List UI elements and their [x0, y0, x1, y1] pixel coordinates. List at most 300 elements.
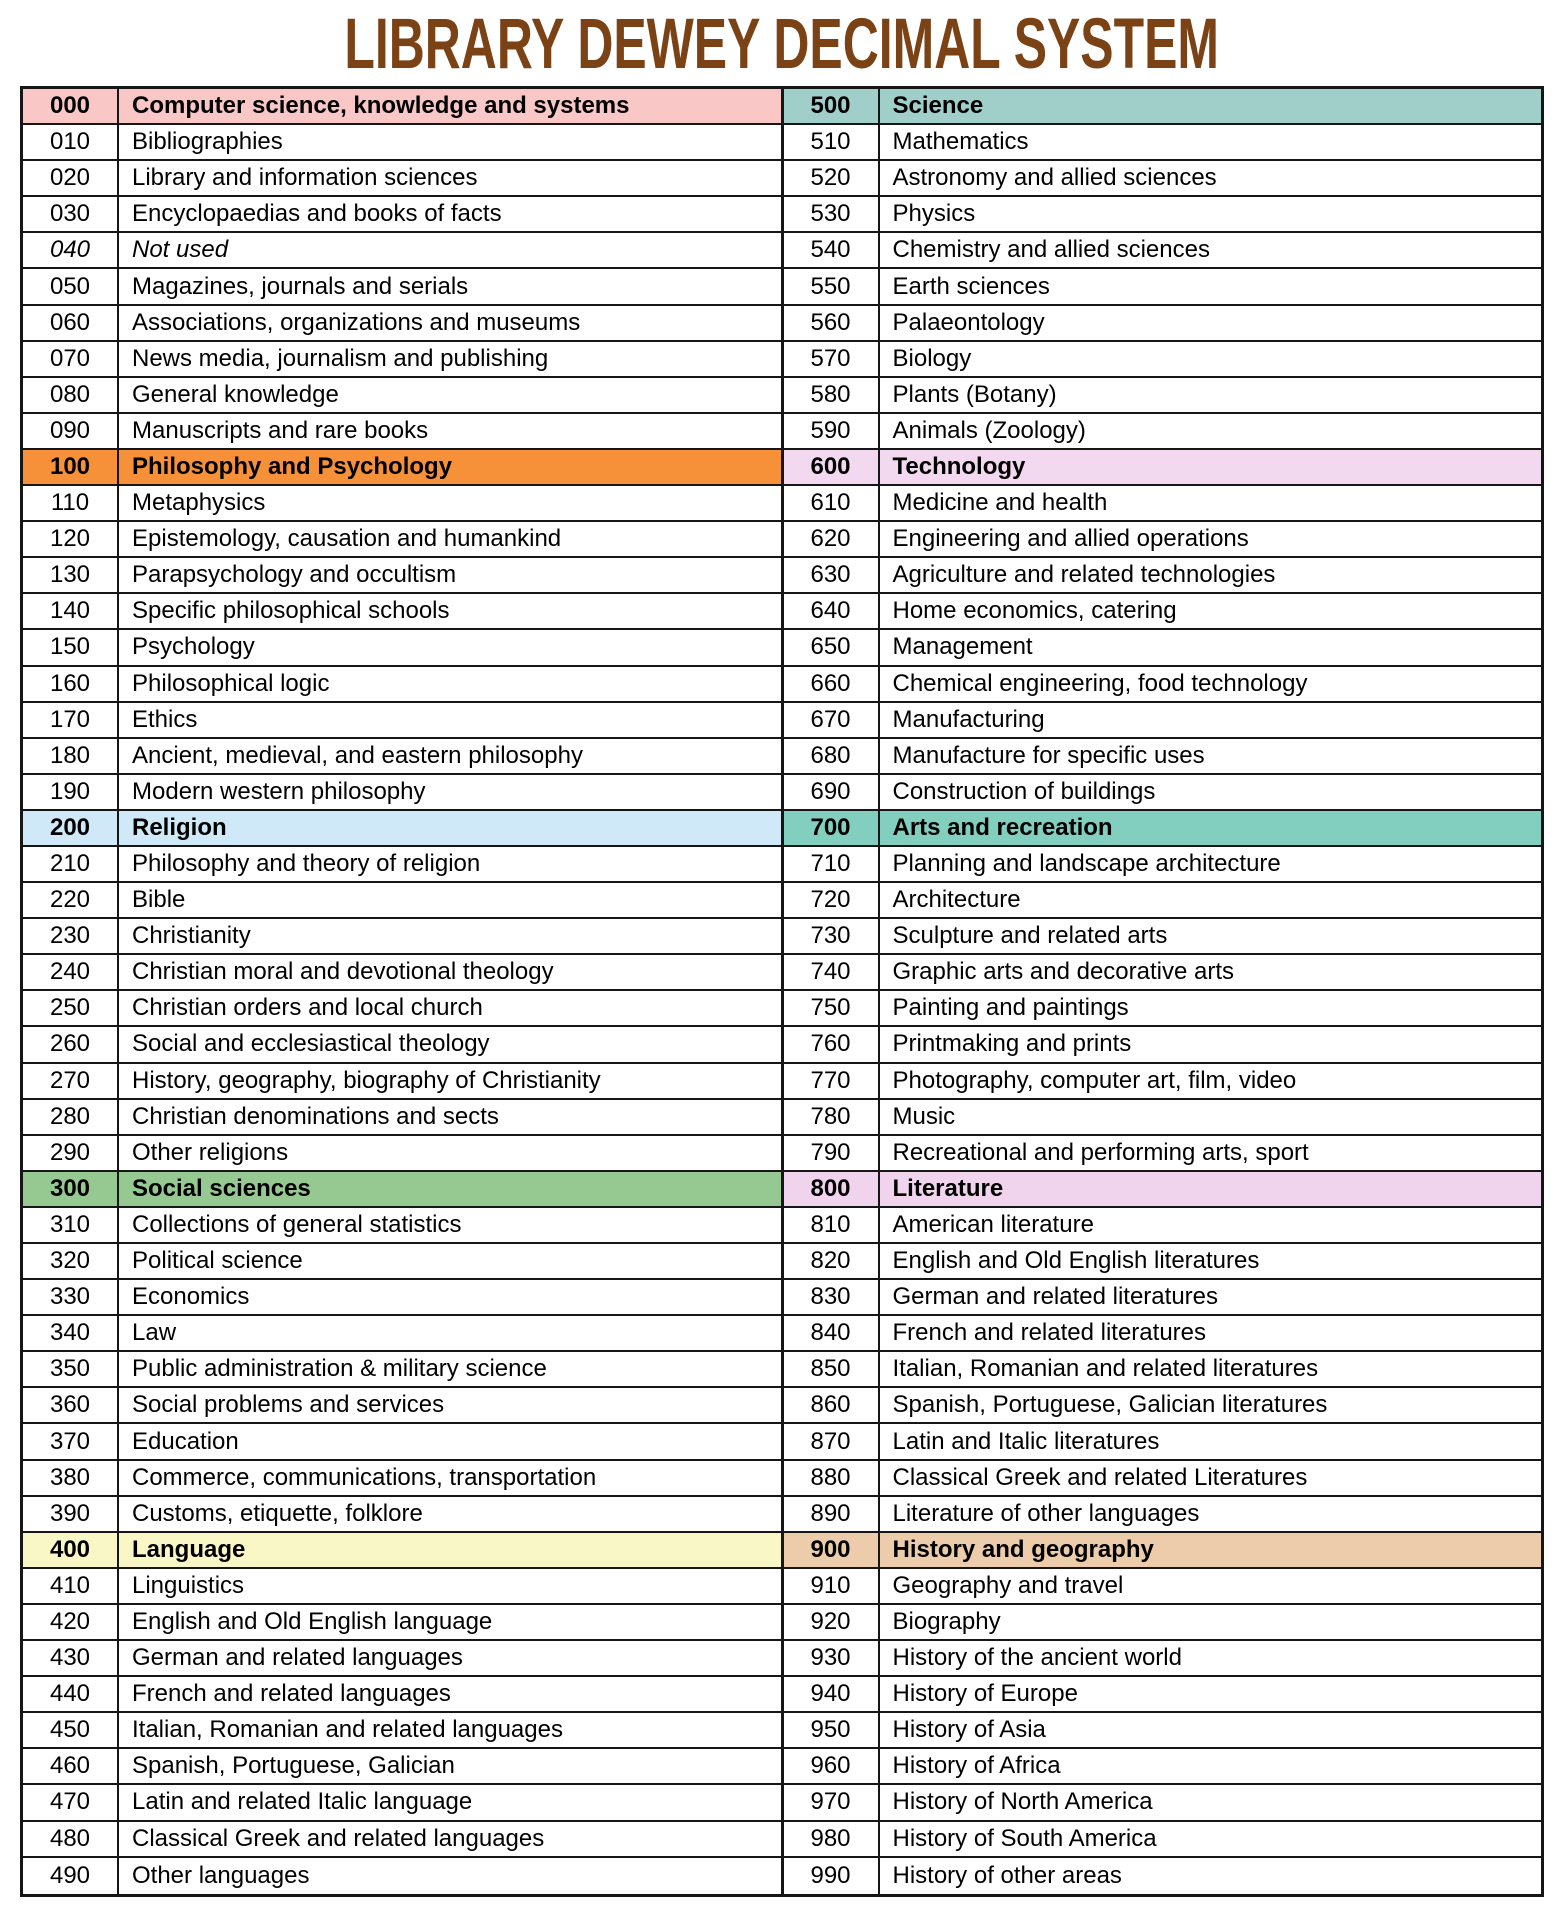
table-row	[784, 161, 1542, 197]
entry-code: 560	[784, 306, 880, 340]
entry-code: 760	[784, 1027, 880, 1061]
table-row	[23, 233, 781, 269]
entry-label: Collections of general statistics	[132, 1210, 462, 1238]
entry-code: 630	[784, 558, 880, 592]
table-row	[23, 847, 781, 883]
entry-label: Other religions	[132, 1138, 289, 1166]
entry-code: 590	[784, 414, 880, 448]
entry-code: 820	[784, 1244, 880, 1278]
entry-label: Home economics, catering	[892, 597, 1177, 625]
table-row	[784, 1316, 1542, 1352]
entry-label: History of South America	[892, 1824, 1157, 1852]
table-row	[23, 378, 781, 414]
entry-code: 380	[23, 1461, 119, 1495]
section-header-row	[23, 811, 781, 847]
entry-label: Geography and travel	[892, 1571, 1124, 1599]
entry-code: 830	[784, 1280, 880, 1314]
entry-code: 130	[23, 558, 119, 592]
entry-label: Chemical engineering, food technology	[892, 669, 1308, 697]
entry-code: 690	[784, 775, 880, 809]
entry-code: 850	[784, 1352, 880, 1386]
section-header-row	[23, 450, 781, 486]
entry-code: 750	[784, 991, 880, 1025]
entry-code: 390	[23, 1497, 119, 1531]
entry-code: 190	[23, 775, 119, 809]
entry-code: 620	[784, 522, 880, 556]
table-row	[784, 1352, 1542, 1388]
table-row	[784, 1858, 1542, 1894]
table-row	[23, 1605, 781, 1641]
entry-code: 250	[23, 991, 119, 1025]
table-row	[23, 739, 781, 775]
table-row	[23, 306, 781, 342]
entry-label: Christian denominations and sects	[132, 1102, 499, 1130]
entry-label: Astronomy and allied sciences	[892, 164, 1217, 192]
entry-code: 940	[784, 1677, 880, 1711]
table-row	[784, 775, 1542, 811]
entry-code: 260	[23, 1027, 119, 1061]
entry-label: American literature	[892, 1210, 1094, 1238]
entry-label: Other languages	[132, 1861, 310, 1889]
entry-code: 430	[23, 1641, 119, 1675]
entry-code: 140	[23, 594, 119, 628]
entry-label: Linguistics	[132, 1571, 245, 1599]
entry-code: 360	[23, 1388, 119, 1422]
table-row	[23, 1280, 781, 1316]
entry-label: Social and ecclesiastical theology	[132, 1030, 490, 1058]
section-code: 200	[23, 811, 119, 845]
entry-code: 550	[784, 269, 880, 303]
entry-code: 810	[784, 1208, 880, 1242]
entry-label: Agriculture and related technologies	[892, 561, 1276, 589]
table-row	[23, 522, 781, 558]
section-label: Philosophy and Psychology	[132, 452, 453, 480]
table-row	[784, 414, 1542, 450]
entry-code: 640	[784, 594, 880, 628]
entry-label: Ancient, medieval, and eastern philosophy	[132, 741, 583, 769]
entry-label: Manufacturing	[892, 705, 1045, 733]
entry-code: 440	[23, 1677, 119, 1711]
table-row	[784, 1424, 1542, 1460]
entry-code: 110	[23, 486, 119, 520]
table-row	[784, 1569, 1542, 1605]
entry-label: Plants (Botany)	[892, 380, 1057, 408]
entry-label: History of Africa	[892, 1752, 1061, 1780]
entry-code: 060	[23, 306, 119, 340]
entry-code: 090	[23, 414, 119, 448]
table-row	[784, 1461, 1542, 1497]
entry-code: 650	[784, 630, 880, 664]
table-row	[784, 1749, 1542, 1785]
entry-label: Commerce, communications, transportation	[132, 1463, 597, 1491]
entry-label: Education	[132, 1427, 239, 1455]
entry-code: 280	[23, 1100, 119, 1134]
table-row	[23, 1100, 781, 1136]
entry-label: Law	[132, 1319, 177, 1347]
entry-label: Customs, etiquette, folklore	[132, 1499, 423, 1527]
entry-label: Philosophy and theory of religion	[132, 850, 481, 878]
section-code: 700	[784, 811, 880, 845]
section-code: 900	[784, 1533, 880, 1567]
entry-label: Christianity	[132, 922, 251, 950]
section-code: 000	[23, 89, 119, 123]
table-row	[23, 414, 781, 450]
table-row	[784, 703, 1542, 739]
entry-label: Italian, Romanian and related literatures	[892, 1355, 1319, 1383]
table-row	[23, 1785, 781, 1821]
table-row	[784, 486, 1542, 522]
entry-label: Associations, organizations and museums	[132, 308, 581, 336]
entry-label: Animals (Zoology)	[892, 416, 1086, 444]
table-row	[23, 1027, 781, 1063]
table-row	[23, 630, 781, 666]
table-row	[23, 269, 781, 305]
page-title: LIBRARY DEWEY DECIMAL SYSTEM	[344, 3, 1220, 84]
entry-code: 270	[23, 1064, 119, 1098]
table-row	[23, 1461, 781, 1497]
table-row	[23, 1352, 781, 1388]
entry-label: Biography	[892, 1607, 1001, 1635]
table-row	[784, 1713, 1542, 1749]
table-row	[23, 1316, 781, 1352]
entry-label: Earth sciences	[892, 272, 1050, 300]
entry-label: Graphic arts and decorative arts	[892, 958, 1234, 986]
entry-code: 220	[23, 883, 119, 917]
section-label: Literature	[892, 1174, 1004, 1202]
entry-label: Economics	[132, 1283, 250, 1311]
entry-label: Library and information sciences	[132, 164, 478, 192]
table-row	[23, 1569, 781, 1605]
entry-code: 860	[784, 1388, 880, 1422]
entry-code: 170	[23, 703, 119, 737]
table-row	[23, 342, 781, 378]
section-header-row	[784, 89, 1542, 125]
section-header-row	[23, 1172, 781, 1208]
table-row	[784, 919, 1542, 955]
entry-code: 540	[784, 233, 880, 267]
entry-code: 330	[23, 1280, 119, 1314]
entry-code: 350	[23, 1352, 119, 1386]
entry-label: Painting and paintings	[892, 994, 1129, 1022]
section-label: Language	[132, 1535, 246, 1563]
entry-label: Physics	[892, 200, 976, 228]
entry-label: Management	[892, 633, 1033, 661]
table-row	[23, 919, 781, 955]
section-header-row	[23, 89, 781, 125]
table-right-half	[784, 89, 1542, 1894]
entry-label: Bible	[132, 886, 186, 914]
entry-label: Modern western philosophy	[132, 777, 426, 805]
table-row	[23, 1677, 781, 1713]
entry-label: News media, journalism and publishing	[132, 344, 549, 372]
table-row	[23, 594, 781, 630]
entry-label: Metaphysics	[132, 489, 266, 517]
table-row	[23, 667, 781, 703]
entry-code: 790	[784, 1136, 880, 1170]
entry-code: 520	[784, 161, 880, 195]
table-row	[23, 1136, 781, 1172]
entry-label: Photography, computer art, film, video	[892, 1066, 1297, 1094]
section-header-row	[784, 450, 1542, 486]
entry-code: 680	[784, 739, 880, 773]
table-row	[784, 1605, 1542, 1641]
entry-code: 370	[23, 1424, 119, 1458]
entry-code: 610	[784, 486, 880, 520]
entry-label: Italian, Romanian and related languages	[132, 1716, 563, 1744]
entry-label: German and related literatures	[892, 1283, 1218, 1311]
entry-code: 410	[23, 1569, 119, 1603]
entry-code: 740	[784, 955, 880, 989]
entry-code: 210	[23, 847, 119, 881]
table-row	[784, 883, 1542, 919]
entry-label: English and Old English language	[132, 1607, 493, 1635]
table-row	[784, 1497, 1542, 1533]
entry-code: 910	[784, 1569, 880, 1603]
table-row	[784, 233, 1542, 269]
table-row	[23, 1641, 781, 1677]
entry-label: History of the ancient world	[892, 1644, 1182, 1672]
entry-label: Latin and related Italic language	[132, 1788, 473, 1816]
entry-label: Manufacture for specific uses	[892, 741, 1205, 769]
entry-code: 120	[23, 522, 119, 556]
entry-label: Spanish, Portuguese, Galician	[132, 1752, 455, 1780]
entry-label: Ethics	[132, 705, 198, 733]
entry-label: Recreational and performing arts, sport	[892, 1138, 1309, 1166]
table-row	[23, 486, 781, 522]
table-row	[23, 197, 781, 233]
entry-label: History of Europe	[892, 1680, 1078, 1708]
table-row	[23, 955, 781, 991]
entry-label: German and related languages	[132, 1644, 463, 1672]
entry-label: Christian orders and local church	[132, 994, 483, 1022]
table-row	[23, 1822, 781, 1858]
entry-code: 420	[23, 1605, 119, 1639]
entry-label: Medicine and health	[892, 489, 1108, 517]
table-row	[23, 125, 781, 161]
section-header-row	[23, 1533, 781, 1569]
table-row	[784, 378, 1542, 414]
entry-code: 020	[23, 161, 119, 195]
table-row	[23, 775, 781, 811]
table-row	[784, 1822, 1542, 1858]
entry-code: 230	[23, 919, 119, 953]
table-row	[784, 558, 1542, 594]
table-row	[784, 1641, 1542, 1677]
section-header-row	[784, 811, 1542, 847]
entry-label: Spanish, Portuguese, Galician literatures	[892, 1391, 1328, 1419]
section-code: 500	[784, 89, 880, 123]
entry-code: 160	[23, 667, 119, 701]
section-code: 100	[23, 450, 119, 484]
section-code: 800	[784, 1172, 880, 1206]
entry-code: 920	[784, 1605, 880, 1639]
entry-label: Architecture	[892, 886, 1021, 914]
entry-code: 950	[784, 1713, 880, 1747]
entry-label: Engineering and allied operations	[892, 525, 1249, 553]
table-row	[784, 197, 1542, 233]
entry-label: Manuscripts and rare books	[132, 416, 429, 444]
section-label: Social sciences	[132, 1174, 311, 1202]
table-row	[784, 269, 1542, 305]
entry-label: Epistemology, causation and humankind	[132, 525, 562, 553]
table-row	[784, 1064, 1542, 1100]
table-row	[784, 522, 1542, 558]
entry-code: 980	[784, 1822, 880, 1856]
entry-code: 710	[784, 847, 880, 881]
table-row	[784, 1280, 1542, 1316]
entry-label: Music	[892, 1102, 956, 1130]
entry-code: 840	[784, 1316, 880, 1350]
entry-label: Public administration & military science	[132, 1355, 547, 1383]
entry-code: 320	[23, 1244, 119, 1278]
entry-code: 660	[784, 667, 880, 701]
entry-code: 490	[23, 1858, 119, 1894]
table-row	[784, 955, 1542, 991]
entry-code: 460	[23, 1749, 119, 1783]
section-label: Science	[892, 92, 984, 120]
section-label: Computer science, knowledge and systems	[132, 92, 630, 120]
entry-code: 480	[23, 1822, 119, 1856]
dewey-table	[20, 86, 1544, 1897]
entry-label: Classical Greek and related Literatures	[892, 1463, 1308, 1491]
table-row	[23, 161, 781, 197]
table-row	[23, 1208, 781, 1244]
table-row	[784, 1208, 1542, 1244]
section-code: 300	[23, 1172, 119, 1206]
entry-label: French and related literatures	[892, 1319, 1206, 1347]
entry-label: History of Asia	[892, 1716, 1046, 1744]
entry-code: 510	[784, 125, 880, 159]
table-row	[23, 991, 781, 1027]
table-row	[23, 1713, 781, 1749]
entry-label: Biology	[892, 344, 972, 372]
table-row	[784, 306, 1542, 342]
table-row	[784, 342, 1542, 378]
entry-code: 070	[23, 342, 119, 376]
entry-label: Christian moral and devotional theology	[132, 958, 554, 986]
entry-label: Social problems and services	[132, 1391, 445, 1419]
table-row	[784, 1244, 1542, 1280]
section-header-row	[784, 1172, 1542, 1208]
entry-label: Political science	[132, 1247, 303, 1275]
entry-label: Specific philosophical schools	[132, 597, 450, 625]
entry-code: 340	[23, 1316, 119, 1350]
table-row	[784, 125, 1542, 161]
table-row	[784, 667, 1542, 703]
table-row	[23, 1497, 781, 1533]
entry-code: 040	[23, 233, 119, 267]
table-row	[784, 594, 1542, 630]
table-row	[784, 630, 1542, 666]
entry-label: French and related languages	[132, 1680, 451, 1708]
table-row	[784, 1136, 1542, 1172]
entry-code: 890	[784, 1497, 880, 1531]
entry-code: 180	[23, 739, 119, 773]
entry-label: History of other areas	[892, 1861, 1122, 1889]
entry-code: 150	[23, 630, 119, 664]
table-left-half	[23, 89, 784, 1894]
entry-code: 730	[784, 919, 880, 953]
entry-label: Chemistry and allied sciences	[892, 236, 1210, 264]
table-row	[23, 1749, 781, 1785]
entry-label: Psychology	[132, 633, 255, 661]
entry-code: 570	[784, 342, 880, 376]
entry-label: English and Old English literatures	[892, 1247, 1260, 1275]
entry-label: Sculpture and related arts	[892, 922, 1168, 950]
entry-code: 450	[23, 1713, 119, 1747]
entry-code: 050	[23, 269, 119, 303]
table-row	[23, 1064, 781, 1100]
entry-code: 580	[784, 378, 880, 412]
table-row	[784, 1388, 1542, 1424]
section-label: Technology	[892, 452, 1026, 480]
entry-code: 290	[23, 1136, 119, 1170]
entry-label: Philosophical logic	[132, 669, 330, 697]
entry-code: 770	[784, 1064, 880, 1098]
entry-code: 960	[784, 1749, 880, 1783]
section-label: Arts and recreation	[892, 813, 1113, 841]
entry-code: 780	[784, 1100, 880, 1134]
entry-code: 970	[784, 1785, 880, 1819]
entry-label: Classical Greek and related languages	[132, 1824, 545, 1852]
entry-label: Bibliographies	[132, 128, 283, 156]
table-row	[784, 739, 1542, 775]
entry-label: History of North America	[892, 1788, 1153, 1816]
entry-code: 240	[23, 955, 119, 989]
entry-code: 080	[23, 378, 119, 412]
section-label: Religion	[132, 813, 227, 841]
entry-label: Palaeontology	[892, 308, 1045, 336]
entry-code: 310	[23, 1208, 119, 1242]
table-row	[784, 991, 1542, 1027]
table-row	[23, 703, 781, 739]
section-label: History and geography	[892, 1535, 1154, 1563]
entry-label: Mathematics	[892, 128, 1029, 156]
table-row	[23, 1858, 781, 1894]
entry-code: 530	[784, 197, 880, 231]
entry-code: 670	[784, 703, 880, 737]
entry-label: Not used	[132, 236, 229, 264]
entry-code: 470	[23, 1785, 119, 1819]
table-row	[23, 558, 781, 594]
entry-code: 010	[23, 125, 119, 159]
entry-code: 720	[784, 883, 880, 917]
entry-label: Latin and Italic literatures	[892, 1427, 1160, 1455]
table-row	[23, 1424, 781, 1460]
table-row	[23, 1388, 781, 1424]
table-row	[23, 1244, 781, 1280]
section-header-row	[784, 1533, 1542, 1569]
entry-label: History, geography, biography of Christianity	[132, 1066, 601, 1094]
title-bar	[0, 2, 1564, 84]
section-code: 400	[23, 1533, 119, 1567]
entry-label: Parapsychology and occultism	[132, 561, 457, 589]
table-row	[784, 847, 1542, 883]
table-row	[784, 1027, 1542, 1063]
table-row	[23, 883, 781, 919]
entry-label: Printmaking and prints	[892, 1030, 1132, 1058]
entry-label: General knowledge	[132, 380, 339, 408]
entry-code: 880	[784, 1461, 880, 1495]
entry-code: 930	[784, 1641, 880, 1675]
entry-code: 870	[784, 1424, 880, 1458]
entry-label: Planning and landscape architecture	[892, 850, 1281, 878]
section-code: 600	[784, 450, 880, 484]
entry-label: Construction of buildings	[892, 777, 1156, 805]
table-row	[784, 1100, 1542, 1136]
table-row	[784, 1677, 1542, 1713]
entry-label: Literature of other languages	[892, 1499, 1200, 1527]
